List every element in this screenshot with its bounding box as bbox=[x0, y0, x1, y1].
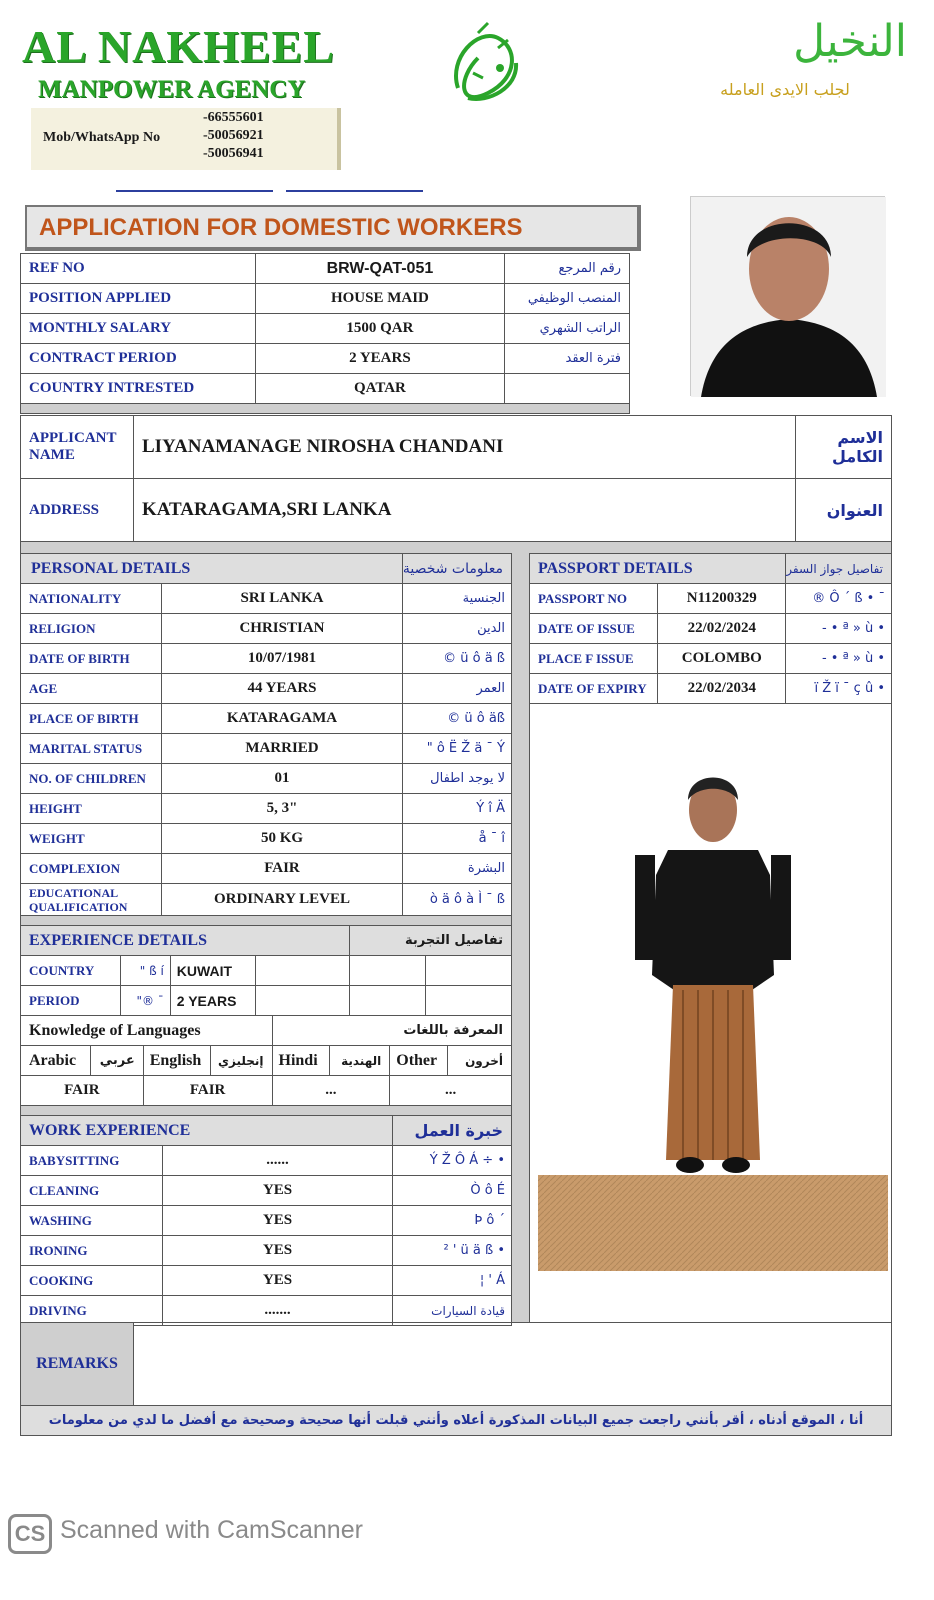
table-row bbox=[21, 674, 512, 704]
ironing-ar: ² ' ü ä ß • bbox=[393, 1236, 512, 1266]
applicant-name-label: APPLICANT NAME bbox=[21, 416, 134, 479]
experience-title: EXPERIENCE DETAILS bbox=[21, 926, 350, 956]
exp-country-ar: " ß í bbox=[120, 956, 170, 986]
table-row bbox=[530, 614, 892, 644]
empty-cell bbox=[255, 986, 350, 1016]
lang-other-level: ... bbox=[390, 1076, 512, 1106]
ref-no-ar: رقم المرجع bbox=[505, 254, 630, 284]
table-row bbox=[21, 884, 512, 916]
table-row bbox=[21, 824, 512, 854]
contact-box bbox=[31, 108, 341, 170]
table-row bbox=[21, 1146, 512, 1176]
complexion-label: COMPLEXION bbox=[21, 854, 162, 884]
education-label: EDUCATIONAL QUALIFICATION bbox=[21, 884, 162, 916]
issue-place-ar: - • ª » ù • bbox=[786, 644, 892, 674]
table-row bbox=[21, 374, 630, 404]
section-header bbox=[21, 1016, 512, 1046]
expiry-date-ar: ï Ž ï ¯ ç û • bbox=[786, 674, 892, 704]
remarks-field bbox=[133, 1323, 891, 1406]
passport-no-label: PASSPORT NO bbox=[530, 584, 658, 614]
arabic-logo: النخيل bbox=[793, 16, 907, 67]
lang-english-level: FAIR bbox=[143, 1076, 272, 1106]
section-header bbox=[21, 1116, 512, 1146]
dob-value: 10/07/1981 bbox=[162, 644, 403, 674]
declaration-text: أنا ، الموقع أدناه ، أقر بأنني راجعت جميع البيانات المذكورة أعلاه وأنني قبلت أنها صحيحة وصحيحة مع أفضل ما لدي من معلومات bbox=[21, 1406, 892, 1436]
nationality-label: NATIONALITY bbox=[21, 584, 162, 614]
position-label: POSITION APPLIED bbox=[21, 284, 256, 314]
table-row bbox=[21, 1323, 892, 1406]
table-row bbox=[21, 1236, 512, 1266]
work-experience-table bbox=[20, 1115, 512, 1326]
issue-place-label: PLACE F ISSUE bbox=[530, 644, 658, 674]
underline-1 bbox=[116, 190, 273, 192]
washing-ar: Þ ô ´ bbox=[393, 1206, 512, 1236]
table-row bbox=[21, 614, 512, 644]
babysitting-ar: Ý Ž Ô Á ÷ • bbox=[393, 1146, 512, 1176]
lang-hindi-label: Hindi bbox=[272, 1046, 330, 1076]
cleaning-value: YES bbox=[162, 1176, 392, 1206]
camscanner-watermark bbox=[8, 1516, 363, 1545]
lang-hindi-level: ... bbox=[272, 1076, 390, 1106]
pob-ar: © ü ô äß bbox=[402, 704, 511, 734]
personal-details-title: PERSONAL DETAILS bbox=[21, 554, 403, 584]
driving-ar: قيادة السيارات bbox=[393, 1296, 512, 1326]
table-row bbox=[530, 644, 892, 674]
cleaning-ar: Ò ô É bbox=[393, 1176, 512, 1206]
table-row bbox=[21, 704, 512, 734]
table-row bbox=[21, 314, 630, 344]
portrait-photo bbox=[690, 196, 885, 396]
children-label: NO. OF CHILDREN bbox=[21, 764, 162, 794]
passport-no-value: N11200329 bbox=[658, 584, 786, 614]
lang-hindi-ar: الهندية bbox=[330, 1046, 390, 1076]
applicant-name-ar: الاسم الكامل bbox=[796, 416, 892, 479]
table-row bbox=[21, 1076, 512, 1106]
exp-period-ar: "® ¯ bbox=[120, 986, 170, 1016]
expiry-date-value: 22/02/2034 bbox=[658, 674, 786, 704]
ironing-label: IRONING bbox=[21, 1236, 163, 1266]
camscanner-text: Scanned with CamScanner bbox=[60, 1516, 363, 1544]
expiry-date-label: DATE OF EXPIRY bbox=[530, 674, 658, 704]
table-row bbox=[21, 1176, 512, 1206]
full-body-photo bbox=[538, 755, 888, 1271]
passport-details-title-ar: تفاصيل جواز السفر bbox=[786, 554, 892, 584]
pob-value: KATARAGAMA bbox=[162, 704, 403, 734]
cleaning-label: CLEANING bbox=[21, 1176, 163, 1206]
work-title-ar: خبرة العمل bbox=[393, 1116, 512, 1146]
age-value: 44 YEARS bbox=[162, 674, 403, 704]
babysitting-label: BABYSITTING bbox=[21, 1146, 163, 1176]
personal-details-table bbox=[20, 553, 512, 926]
salary-ar: الراتب الشهري bbox=[505, 314, 630, 344]
table-row bbox=[21, 584, 512, 614]
lang-english-label: English bbox=[143, 1046, 210, 1076]
work-title: WORK EXPERIENCE bbox=[21, 1116, 393, 1146]
table-row bbox=[21, 479, 892, 542]
section-header bbox=[21, 926, 512, 956]
ref-no-label: REF NO bbox=[21, 254, 256, 284]
education-ar: ò ä ô à Ì ¯ ß bbox=[402, 884, 511, 916]
height-label: HEIGHT bbox=[21, 794, 162, 824]
mob-number-1: -66555601 bbox=[203, 110, 264, 125]
table-row bbox=[21, 644, 512, 674]
weight-ar: å ¯ î bbox=[402, 824, 511, 854]
table-row bbox=[21, 794, 512, 824]
washing-value: YES bbox=[162, 1206, 392, 1236]
table-row bbox=[21, 1296, 512, 1326]
exp-period-label: PERIOD bbox=[21, 986, 121, 1016]
nationality-value: SRI LANKA bbox=[162, 584, 403, 614]
arabic-logo-subtitle: لجلب الايدى العامله bbox=[720, 80, 850, 99]
driving-label: DRIVING bbox=[21, 1296, 163, 1326]
lang-other-ar: أخرون bbox=[448, 1046, 512, 1076]
passport-details-title: PASSPORT DETAILS bbox=[530, 554, 786, 584]
remarks-table bbox=[20, 1322, 892, 1436]
lang-other-label: Other bbox=[390, 1046, 448, 1076]
exp-country-value: KUWAIT bbox=[170, 956, 255, 986]
issue-date-label: DATE OF ISSUE bbox=[530, 614, 658, 644]
country-interested-label: COUNTRY INTRESTED bbox=[21, 374, 256, 404]
table-row bbox=[21, 416, 892, 479]
summary-table bbox=[20, 253, 630, 414]
marital-value: MARRIED bbox=[162, 734, 403, 764]
applicant-table bbox=[20, 415, 892, 554]
remarks-label: REMARKS bbox=[21, 1323, 134, 1406]
issue-date-ar: - • ª » ù • bbox=[786, 614, 892, 644]
camscanner-logo-icon: CS bbox=[8, 1514, 52, 1554]
mob-number-3: -50056941 bbox=[203, 146, 264, 161]
mob-number-2: -50056921 bbox=[203, 128, 264, 143]
applicant-name-value: LIYANAMANAGE NIROSHA CHANDANI bbox=[133, 416, 795, 479]
ironing-value: YES bbox=[162, 1236, 392, 1266]
washing-label: WASHING bbox=[21, 1206, 163, 1236]
ref-no-value: BRW-QAT-051 bbox=[255, 254, 505, 284]
empty-cell bbox=[350, 986, 426, 1016]
table-row bbox=[21, 254, 630, 284]
section-header bbox=[530, 554, 892, 584]
country-interested-value: QATAR bbox=[255, 374, 505, 404]
agency-subtitle-logo: MANPOWER AGENCY bbox=[38, 76, 306, 103]
calligraphy-emblem-icon bbox=[438, 18, 534, 114]
contract-value: 2 YEARS bbox=[255, 344, 505, 374]
dob-ar: © ü ô ä ß bbox=[402, 644, 511, 674]
passport-no-ar: ® Ô ´ ß • ¯ bbox=[786, 584, 892, 614]
position-ar: المنصب الوظيفي bbox=[505, 284, 630, 314]
height-ar: Ý î Ä bbox=[402, 794, 511, 824]
lang-arabic-ar: عربي bbox=[90, 1046, 143, 1076]
languages-title: Knowledge of Languages bbox=[21, 1016, 273, 1046]
salary-value: 1500 QAR bbox=[255, 314, 505, 344]
table-row bbox=[21, 986, 512, 1016]
table-row bbox=[21, 854, 512, 884]
divider bbox=[21, 404, 630, 414]
marital-label: MARITAL STATUS bbox=[21, 734, 162, 764]
lang-arabic-label: Arabic bbox=[21, 1046, 91, 1076]
table-row bbox=[21, 1206, 512, 1236]
table-row bbox=[21, 344, 630, 374]
divider bbox=[21, 542, 892, 554]
nationality-ar: الجنسية bbox=[402, 584, 511, 614]
religion-value: CHRISTIAN bbox=[162, 614, 403, 644]
children-ar: لا يوجد اطفال bbox=[402, 764, 511, 794]
complexion-value: FAIR bbox=[162, 854, 403, 884]
section-header bbox=[21, 554, 512, 584]
divider bbox=[21, 1106, 512, 1116]
country-interested-ar bbox=[505, 374, 630, 404]
personal-details-title-ar: معلومات شخصية bbox=[402, 554, 511, 584]
empty-cell bbox=[350, 956, 426, 986]
table-row bbox=[21, 1266, 512, 1296]
age-label: AGE bbox=[21, 674, 162, 704]
religion-label: RELIGION bbox=[21, 614, 162, 644]
position-value: HOUSE MAID bbox=[255, 284, 505, 314]
education-value: ORDINARY LEVEL bbox=[162, 884, 403, 916]
cooking-label: COOKING bbox=[21, 1266, 163, 1296]
table-row bbox=[21, 764, 512, 794]
column-divider bbox=[512, 553, 529, 1323]
religion-ar: الدين bbox=[402, 614, 511, 644]
table-row bbox=[21, 1406, 892, 1436]
issue-place-value: COLOMBO bbox=[658, 644, 786, 674]
pob-label: PLACE OF BIRTH bbox=[21, 704, 162, 734]
underline-2 bbox=[286, 190, 423, 192]
divider bbox=[21, 916, 512, 926]
cooking-ar: ¦ ' Á bbox=[393, 1266, 512, 1296]
table-row bbox=[21, 284, 630, 314]
address-ar: العنوان bbox=[796, 479, 892, 542]
weight-value: 50 KG bbox=[162, 824, 403, 854]
address-value: KATARAGAMA,SRI LANKA bbox=[133, 479, 795, 542]
children-value: 01 bbox=[162, 764, 403, 794]
babysitting-value: ...... bbox=[162, 1146, 392, 1176]
contract-ar: فترة العقد bbox=[505, 344, 630, 374]
form-title: APPLICATION FOR DOMESTIC WORKERS bbox=[39, 214, 523, 241]
empty-cell bbox=[426, 956, 512, 986]
table-row bbox=[21, 956, 512, 986]
table-row bbox=[530, 584, 892, 614]
table-row bbox=[530, 674, 892, 704]
cooking-value: YES bbox=[162, 1266, 392, 1296]
mob-label: Mob/WhatsApp No bbox=[43, 130, 161, 145]
contract-label: CONTRACT PERIOD bbox=[21, 344, 256, 374]
complexion-ar: البشرة bbox=[402, 854, 511, 884]
lang-english-ar: إنجليزي bbox=[210, 1046, 272, 1076]
languages-title-ar: المعرفة باللغات bbox=[272, 1016, 511, 1046]
marital-ar: " ô Ë Ž ä ¯ Ý bbox=[402, 734, 511, 764]
empty-cell bbox=[426, 986, 512, 1016]
lang-arabic-level: FAIR bbox=[21, 1076, 144, 1106]
driving-value: ....... bbox=[162, 1296, 392, 1326]
weight-label: WEIGHT bbox=[21, 824, 162, 854]
age-ar: العمر bbox=[402, 674, 511, 704]
exp-period-value: 2 YEARS bbox=[170, 986, 255, 1016]
experience-table bbox=[20, 925, 512, 1016]
experience-title-ar: تفاصيل التجربة bbox=[350, 926, 512, 956]
empty-cell bbox=[255, 956, 350, 986]
languages-table bbox=[20, 1015, 512, 1116]
table-row bbox=[21, 734, 512, 764]
table-row bbox=[21, 1046, 512, 1076]
form-title-box bbox=[25, 205, 641, 251]
dob-label: DATE OF BIRTH bbox=[21, 644, 162, 674]
agency-name-logo: AL NAKHEEL bbox=[22, 21, 335, 72]
issue-date-value: 22/02/2024 bbox=[658, 614, 786, 644]
address-label: ADDRESS bbox=[21, 479, 134, 542]
exp-country-label: COUNTRY bbox=[21, 956, 121, 986]
height-value: 5, 3" bbox=[162, 794, 403, 824]
passport-details-table bbox=[529, 553, 892, 704]
salary-label: MONTHLY SALARY bbox=[21, 314, 256, 344]
